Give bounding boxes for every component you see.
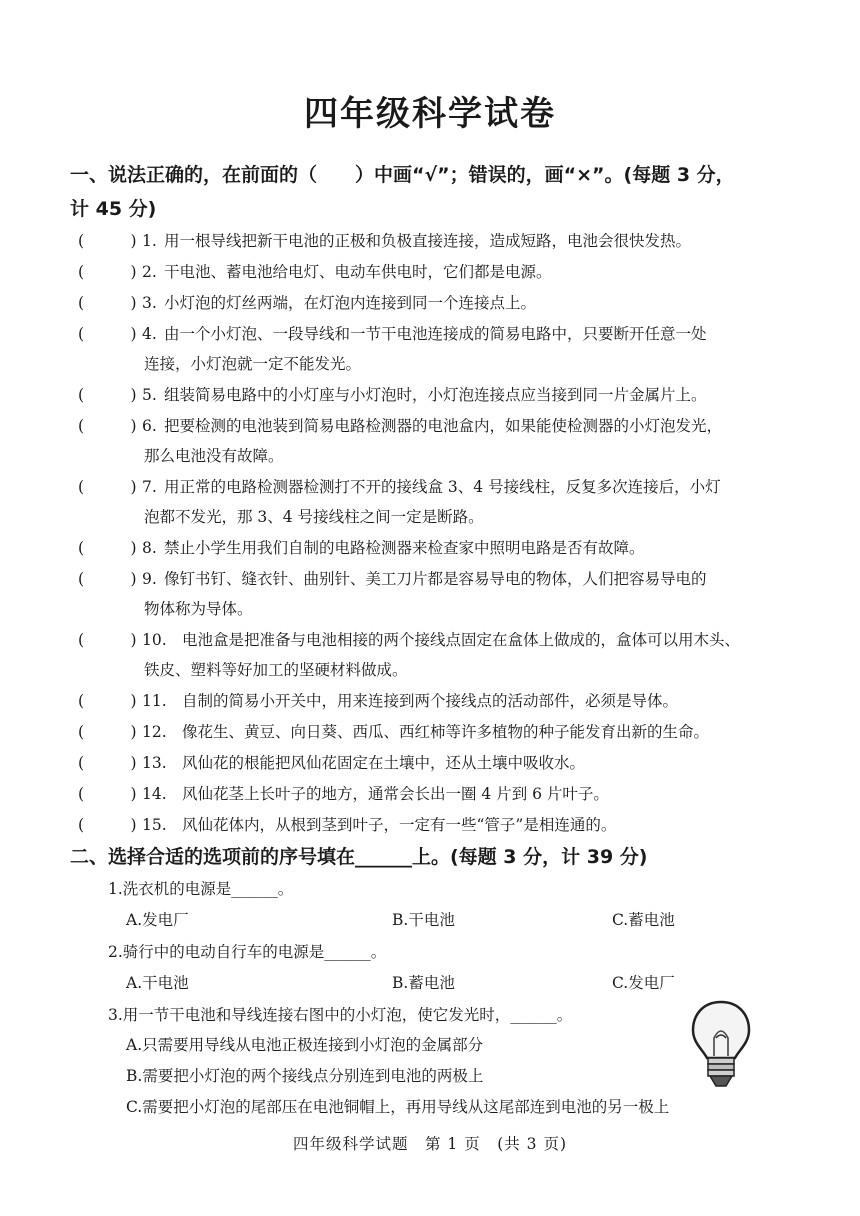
page-footer: 四年级科学试题 第 1 页 (共 3 页)	[292, 1135, 568, 1153]
tf-item-text: 电池盒是把准备与电池相接的两个接线点固定在盒体上做成的，盒体可以用木头、	[182, 631, 741, 649]
tf-item-number: 6.	[142, 417, 157, 435]
answer-parentheses[interactable]: ( )	[78, 478, 137, 496]
answer-option[interactable]: C.蓄电池	[612, 911, 675, 929]
tf-item-continuation: 铁皮、塑料等好加工的坚硬材料做成。	[144, 661, 408, 679]
section1-heading-line1: 一、说法正确的，在前面的（ ）中画“√”；错误的，画“×”。(每题 3 分，	[70, 164, 735, 186]
tf-item-number: 13.	[142, 754, 167, 772]
tf-item-number: 8.	[142, 539, 157, 557]
question-stem: 2.骑行中的电动自行车的电源是______。	[108, 943, 387, 961]
answer-parentheses[interactable]: ( )	[78, 294, 137, 312]
answer-option[interactable]: A.干电池	[126, 974, 189, 992]
tf-item-text: 像花生、黄豆、向日葵、西瓜、西红柿等许多植物的种子能发育出新的生命。	[182, 723, 710, 741]
answer-parentheses[interactable]: ( )	[78, 232, 137, 250]
tf-item-number: 10.	[142, 631, 167, 649]
tf-item-number: 2.	[142, 263, 157, 281]
question-stem: 3.用一节干电池和导线连接右图中的小灯泡，使它发光时，______。	[108, 1006, 573, 1024]
tf-item-text: 风仙花的根能把风仙花固定在土壤中，还从土壤中吸收水。	[182, 754, 586, 772]
tf-item-text: 小灯泡的灯丝两端，在灯泡内连接到同一个连接点上。	[164, 294, 537, 312]
tf-item-number: 12.	[142, 723, 167, 741]
question-stem: 1.洗衣机的电源是______。	[108, 880, 294, 898]
answer-parentheses[interactable]: ( )	[78, 325, 137, 343]
tf-item-number: 15.	[142, 816, 167, 834]
tf-item-text: 自制的简易小开关中，用来连接到两个接线点的活动部件，必须是导体。	[182, 692, 679, 710]
answer-option[interactable]: C.需要把小灯泡的尾部压在电池铜帽上，再用导线从这尾部连到电池的另一极上	[126, 1098, 670, 1116]
tf-item-text: 组装简易电路中的小灯座与小灯泡时，小灯泡连接点应当接到同一片金属片上。	[164, 386, 707, 404]
answer-parentheses[interactable]: ( )	[78, 723, 137, 741]
answer-option[interactable]: B.需要把小灯泡的两个接线点分别连到电池的两极上	[126, 1067, 484, 1085]
tf-item-text: 用正常的电路检测器检测打不开的接线盒 3、4 号接线柱，反复多次连接后，小灯	[164, 478, 721, 496]
tf-item-number: 14.	[142, 785, 167, 803]
tf-item-text: 由一个小灯泡、一段导线和一节干电池连接成的简易电路中，只要断开任意一处	[164, 325, 707, 343]
tf-item-number: 9.	[142, 570, 157, 588]
answer-parentheses[interactable]: ( )	[78, 417, 137, 435]
answer-parentheses[interactable]: ( )	[78, 263, 137, 281]
section1-heading-line2: 计 45 分)	[70, 198, 157, 220]
answer-parentheses[interactable]: ( )	[78, 816, 137, 834]
exam-title: 四年级科学试卷	[304, 94, 556, 134]
light-bulb-illustration	[690, 998, 752, 1090]
answer-parentheses[interactable]: ( )	[78, 386, 137, 404]
tf-item-text: 干电池、蓄电池给电灯、电动车供电时，它们都是电源。	[164, 263, 552, 281]
answer-parentheses[interactable]: ( )	[78, 692, 137, 710]
tf-item-number: 3.	[142, 294, 157, 312]
tf-item-text: 像钉书钉、缝衣针、曲别针、美工刀片都是容易导电的物体，人们把容易导电的	[164, 570, 707, 588]
answer-option[interactable]: C.发电厂	[612, 974, 675, 992]
answer-parentheses[interactable]: ( )	[78, 539, 137, 557]
tf-item-continuation: 泡都不发光，那 3、4 号接线柱之间一定是断路。	[144, 508, 484, 526]
tf-item-continuation: 连接，小灯泡就一定不能发光。	[144, 355, 362, 373]
tf-item-number: 7.	[142, 478, 157, 496]
tf-item-number: 5.	[142, 386, 157, 404]
answer-parentheses[interactable]: ( )	[78, 754, 137, 772]
answer-option[interactable]: A.发电厂	[126, 911, 189, 929]
answer-parentheses[interactable]: ( )	[78, 631, 137, 649]
answer-parentheses[interactable]: ( )	[78, 570, 137, 588]
tf-item-text: 用一根导线把新干电池的正极和负极直接连接，造成短路，电池会很快发热。	[164, 232, 692, 250]
answer-option[interactable]: B.蓄电池	[392, 974, 455, 992]
section2-heading: 二、选择合适的选项前的序号填在______上。(每题 3 分，计 39 分)	[70, 846, 648, 868]
tf-item-text: 风仙花体内，从根到茎到叶子，一定有一些“管子”是相连通的。	[182, 816, 617, 834]
tf-item-number: 4.	[142, 325, 157, 343]
tf-item-text: 把要检测的电池装到简易电路检测器的电池盒内，如果能使检测器的小灯泡发光，	[164, 417, 723, 435]
answer-parentheses[interactable]: ( )	[78, 785, 137, 803]
answer-option[interactable]: B.干电池	[392, 911, 455, 929]
tf-item-number: 11.	[142, 692, 167, 710]
tf-item-text: 风仙花茎上长叶子的地方，通常会长出一圈 4 片到 6 片叶子。	[182, 785, 609, 803]
answer-option[interactable]: A.只需要用导线从电池正极连接到小灯泡的金属部分	[126, 1036, 484, 1054]
tf-item-text: 禁止小学生用我们自制的电路检测器来检查家中照明电路是否有故障。	[164, 539, 645, 557]
tf-item-continuation: 那么电池没有故障。	[144, 447, 284, 465]
tf-item-continuation: 物体称为导体。	[144, 600, 253, 618]
tf-item-number: 1.	[142, 232, 157, 250]
